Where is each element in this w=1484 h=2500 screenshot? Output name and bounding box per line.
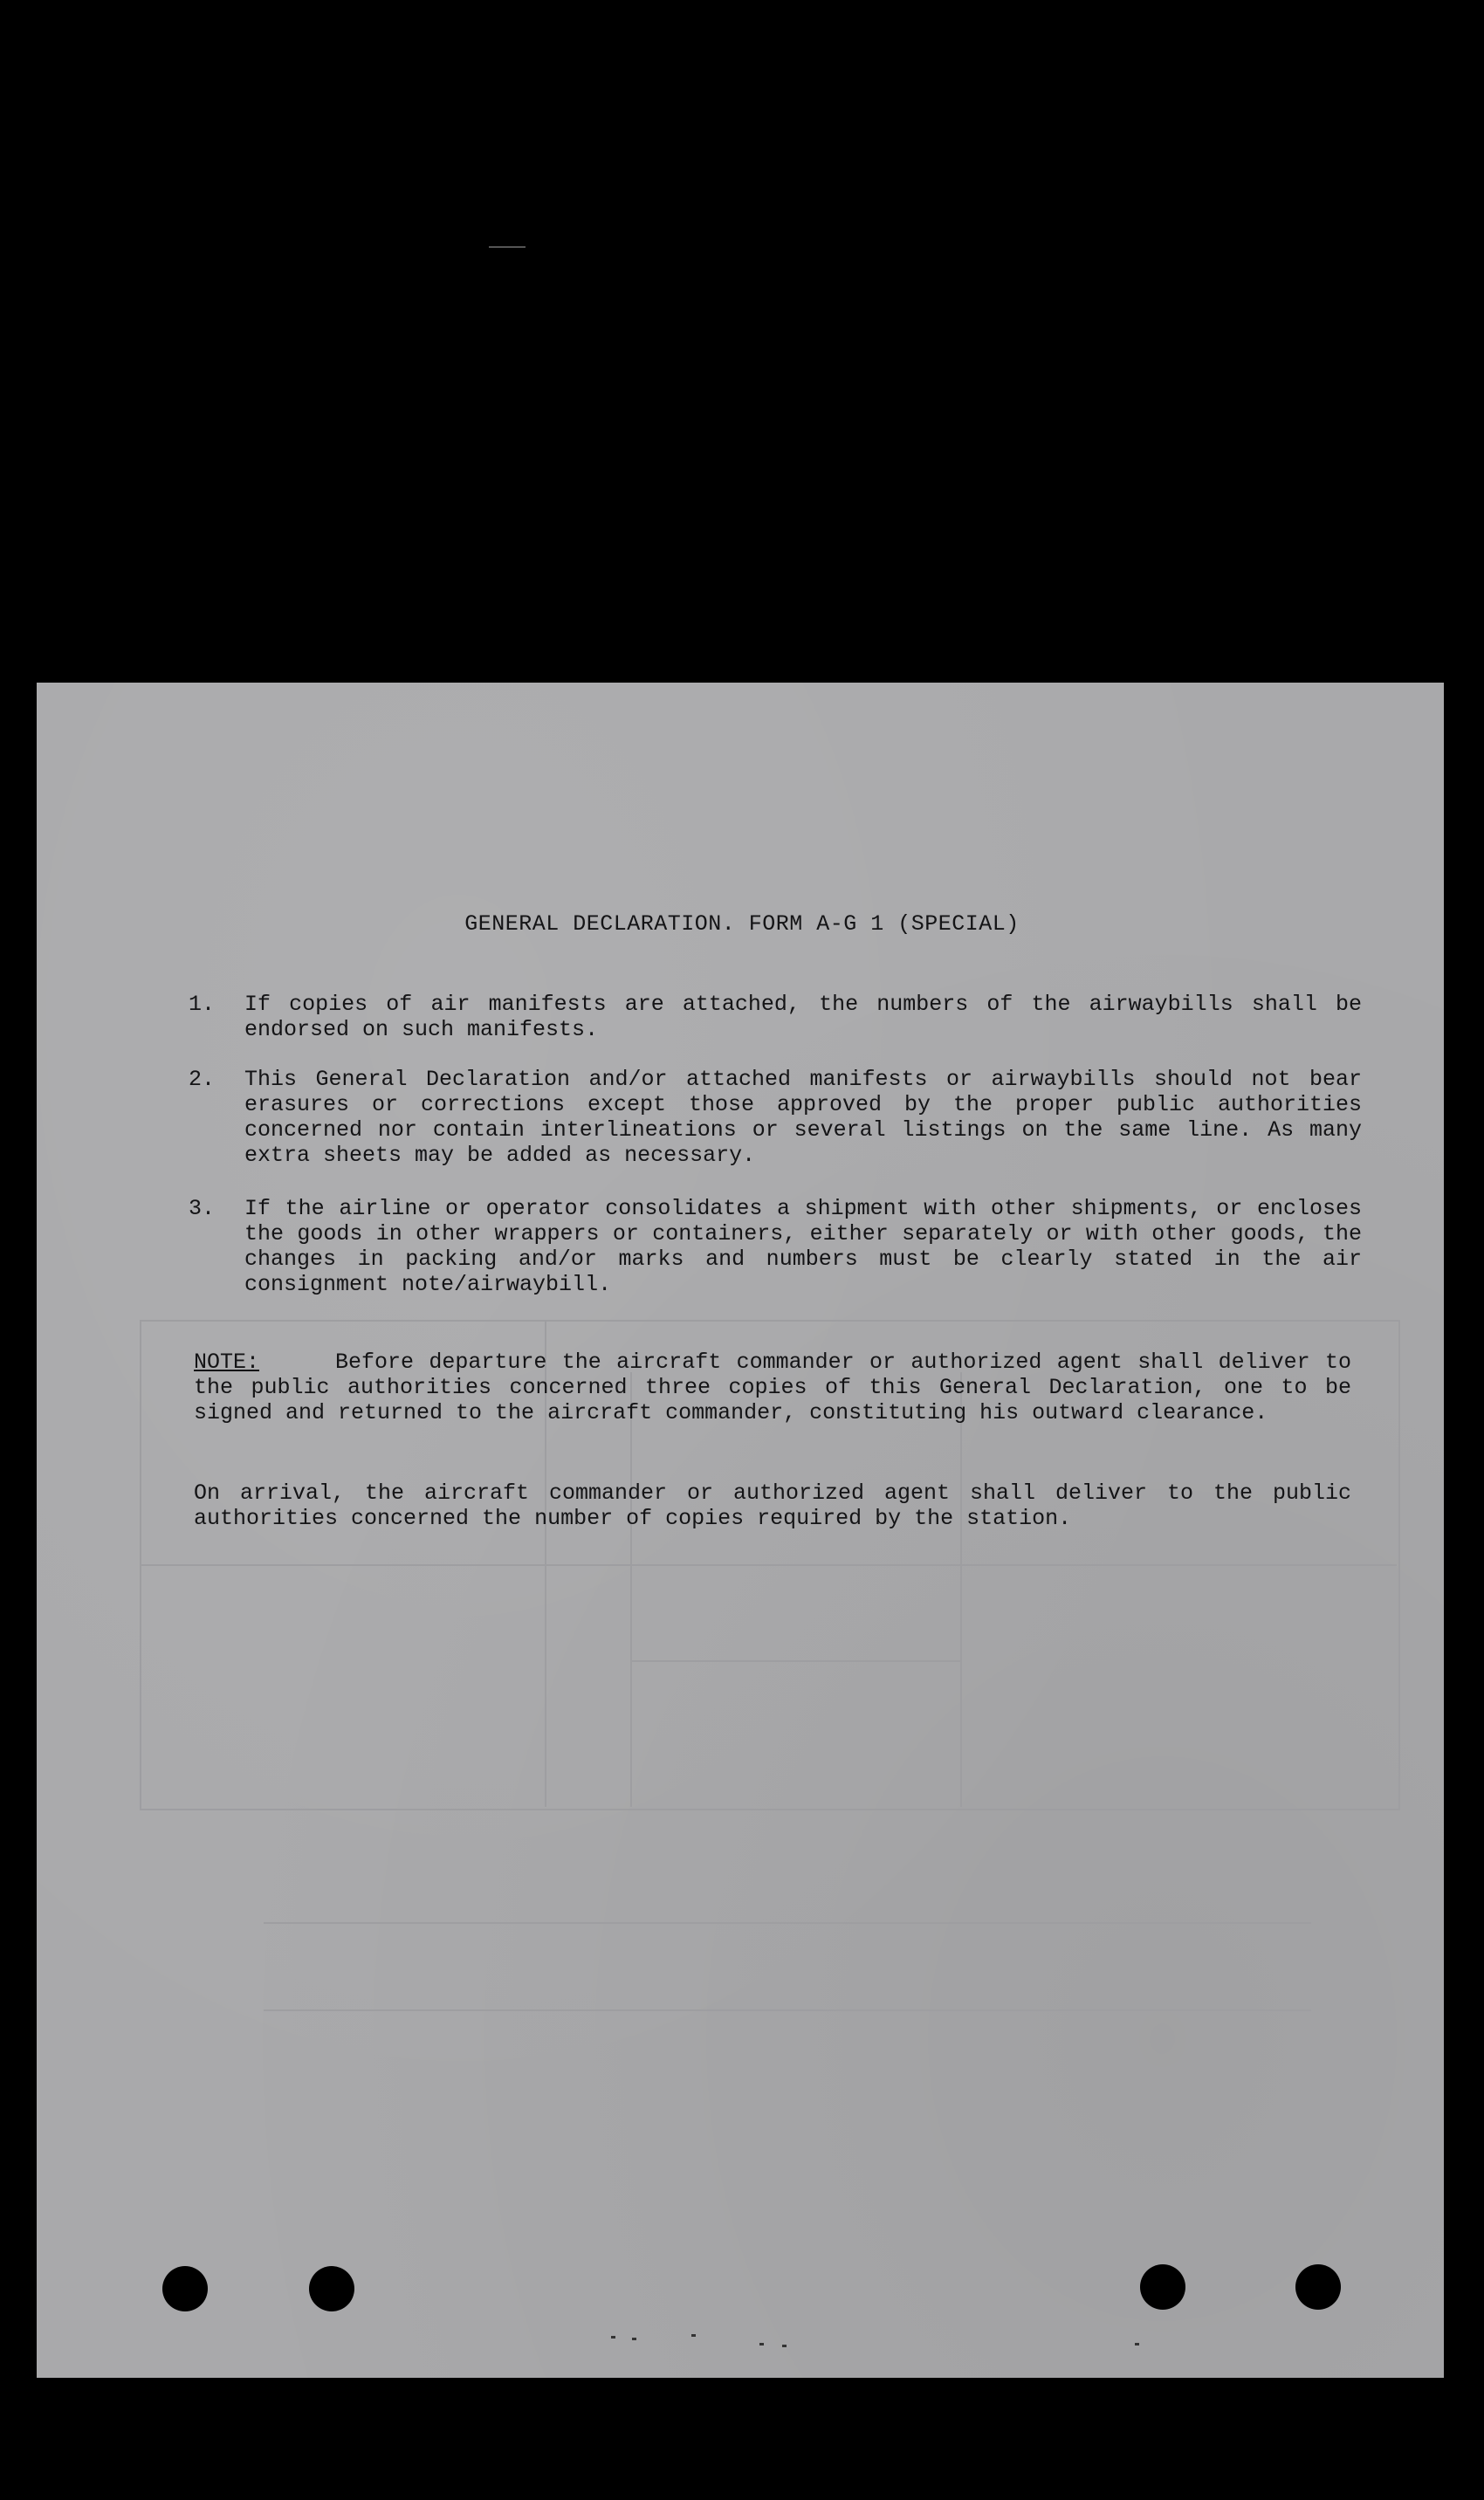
bleed-through-line [630,1660,962,1662]
dust-speck [782,2345,787,2347]
dust-speck [1135,2343,1139,2345]
item-number: 3. [189,1196,216,1221]
item-number: 2. [189,1067,216,1092]
scan-mark [489,246,526,248]
punch-hole [309,2266,354,2311]
dust-speck [632,2338,636,2340]
item-text: If the airline or operator consolidates a shipment with other shipments, or encloses the goods in other wrappers or containers, either separately or with other goods, the changes in packing and/or marks and numbers must be clearly stated in the air consignment note/airwaybill. [244,1196,1362,1297]
bleed-through-line [264,2009,1311,2011]
form-title: GENERAL DECLARATION. FORM A-G 1 (SPECIAL) [464,911,1020,937]
item-number: 1. [189,992,216,1017]
dust-speck [691,2334,696,2337]
bleed-through-line [960,1372,962,1807]
bleed-through-line [140,1564,1397,1566]
note-text: Before departure the aircraft commander or authorized agent shall deliver to the public authorities concerned three copies of this General Declaration, one to be signed and returned to the aircraft commander, constituting his outward clearance. [194,1350,1352,1425]
punch-hole [1140,2264,1185,2310]
bleed-through-line [630,1372,632,1807]
note-label: NOTE: [194,1350,260,1375]
arrival-paragraph: On arrival, the aircraft commander or authorized agent shall deliver to the public authorities concerned the number of copies required by the station. [194,1480,1351,1531]
note-paragraph [194,1350,1351,1425]
item-text: This General Declaration and/or attached manifests or airwaybills should not bear erasures or corrections except those approved by the proper public authorities concerned nor contain interlineations or several listings on the same line. As many extra sheets may be added as necessary. [244,1067,1362,1168]
bleed-through-line [264,1922,1311,1924]
dust-speck [759,2343,764,2345]
item-text: If copies of air manifests are attached, the numbers of the airwaybills shall be endorsed on such manifests. [244,992,1362,1042]
punch-hole [162,2266,208,2311]
dust-speck [611,2336,615,2339]
punch-hole [1295,2264,1341,2310]
